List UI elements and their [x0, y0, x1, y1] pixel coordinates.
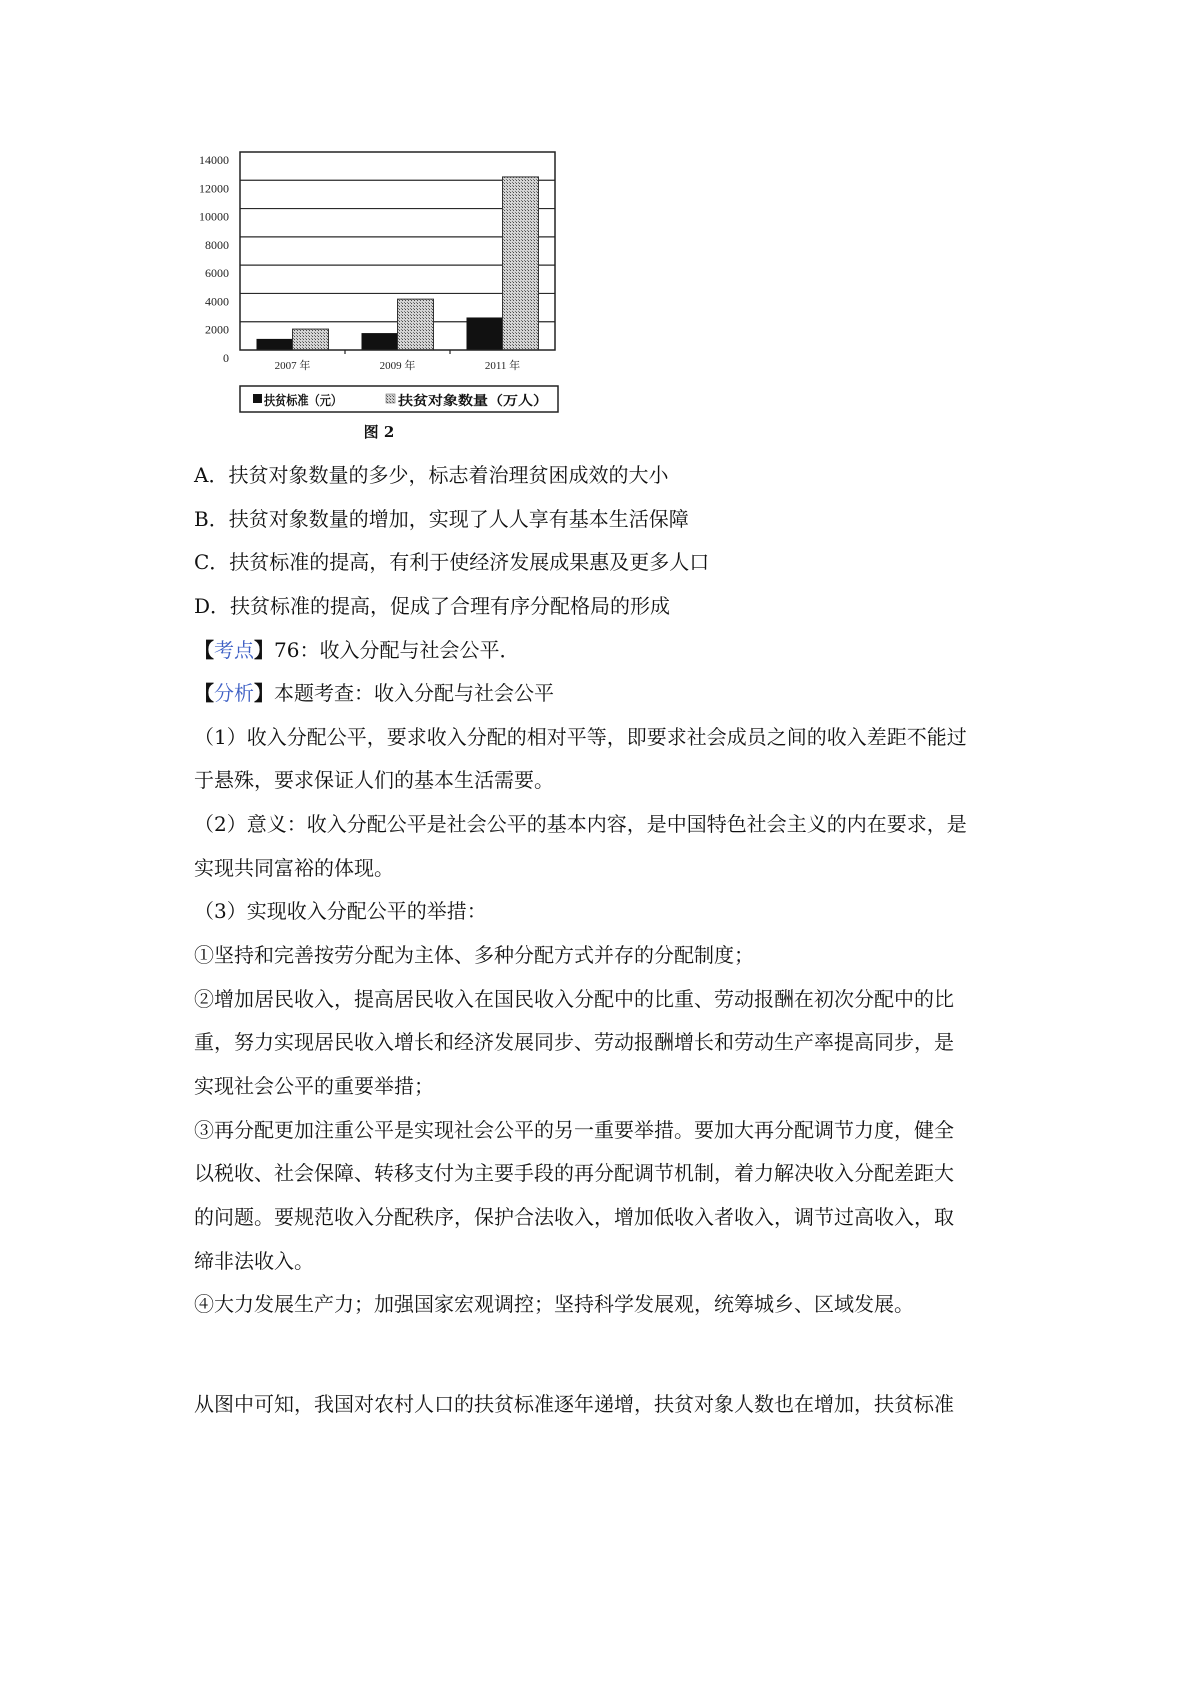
- conclusion-line: 从图中可知，我国对农村人口的扶贫标准逐年递增，扶贫对象人数也在增加，扶贫标准: [194, 1392, 954, 1416]
- y-tick-label: 6000: [205, 266, 229, 281]
- fenxi-label: 分析: [214, 681, 254, 706]
- analysis-line: ②增加居民收入，提高居民收入在国民收入分配中的比重、劳动报酬在初次分配中的比: [194, 986, 954, 1011]
- x-tick-label: 2011 年: [484, 360, 521, 372]
- kaodian-close-bracket: 】: [254, 637, 274, 662]
- analysis-line: ③再分配更加注重公平是实现社会公平的另一重要举措。要加大再分配调节力度，健全: [194, 1117, 954, 1142]
- fenxi-line: [194, 672, 954, 716]
- bar-poverty-population: [293, 329, 329, 350]
- y-tick-label: 8000: [205, 237, 229, 252]
- y-tick-label: 4000: [205, 294, 229, 309]
- text-body: [194, 454, 967, 1327]
- legend-label-population: 扶贫对象数量（万人）: [398, 394, 529, 409]
- legend-label-standard: 扶贫标准（元）: [264, 394, 356, 409]
- y-tick-label: 12000: [199, 181, 229, 196]
- kaodian-open-bracket: 【: [194, 637, 214, 662]
- option-c: C．扶贫标准的提高，有利于使经济发展成果惠及更多人口: [194, 550, 710, 575]
- option-d: D．扶贫标准的提高，促成了合理有序分配格局的形成: [194, 593, 671, 618]
- option-b: B．扶贫对象数量的增加，实现了人人享有基本生活保障: [194, 506, 689, 531]
- kaodian-line: [194, 629, 954, 673]
- analysis-line: 重，努力实现居民收入增长和经济发展同步、劳动报酬增长和劳动生产率提高同步，是: [194, 1030, 954, 1055]
- analysis-line: 实现社会公平的重要举措；: [194, 1073, 434, 1098]
- x-tick-label: 2007 年: [274, 360, 311, 372]
- analysis-line: 实现共同富裕的体现。: [194, 855, 394, 880]
- analysis-line: 缔非法收入。: [194, 1248, 314, 1273]
- y-tick-label: 10000: [199, 209, 229, 224]
- fenxi-text: 本题考查：收入分配与社会公平: [274, 681, 554, 706]
- analysis-line: 以税收、社会保障、转移支付为主要手段的再分配调节机制，着力解决收入分配差距大: [194, 1161, 954, 1186]
- y-tick-label: 0: [223, 351, 229, 365]
- kaodian-text: 76：收入分配与社会公平．: [274, 637, 520, 662]
- poverty-bar-chart: [0, 0, 1200, 460]
- analysis-line: ④大力发展生产力；加强国家宏观调控；坚持科学发展观，统筹城乡、区域发展。: [194, 1292, 914, 1317]
- y-tick-label: 2000: [205, 322, 229, 337]
- analysis-line: （1）收入分配公平，要求收入分配的相对平等，即要求社会成员之间的收入差距不能过: [194, 724, 967, 749]
- x-tick-label: 2009 年: [379, 360, 416, 372]
- fenxi-open-bracket: 【: [194, 681, 214, 706]
- figure-caption: 图 2: [363, 423, 395, 441]
- analysis-line: （2）意义：收入分配公平是社会公平的基本内容，是中国特色社会主义的内在要求，是: [194, 812, 967, 837]
- option-a: A．扶贫对象数量的多少，标志着治理贫困成效的大小: [194, 463, 669, 487]
- bar-poverty-population: [503, 177, 539, 350]
- kaodian-label: 考点: [214, 637, 254, 662]
- legend-swatch-population: [386, 394, 395, 403]
- legend-swatch-standard: [253, 394, 262, 403]
- bar-poverty-population: [398, 299, 434, 350]
- bar-poverty-standard: [467, 317, 503, 350]
- analysis-line: 的问题。要规范收入分配秩序，保护合法收入，增加低收入者收入，调节过高收入，取: [194, 1204, 954, 1229]
- analysis-line: 于悬殊，要求保证人们的基本生活需要。: [194, 768, 554, 793]
- analysis-line: ①坚持和完善按劳分配为主体、多种分配方式并存的分配制度；: [194, 943, 754, 968]
- bar-poverty-standard: [257, 339, 293, 350]
- y-tick-label: 14000: [199, 153, 229, 167]
- bar-poverty-standard: [362, 333, 398, 350]
- analysis-line: （3）实现收入分配公平的举措：: [194, 899, 487, 924]
- fenxi-close-bracket: 】: [254, 681, 274, 706]
